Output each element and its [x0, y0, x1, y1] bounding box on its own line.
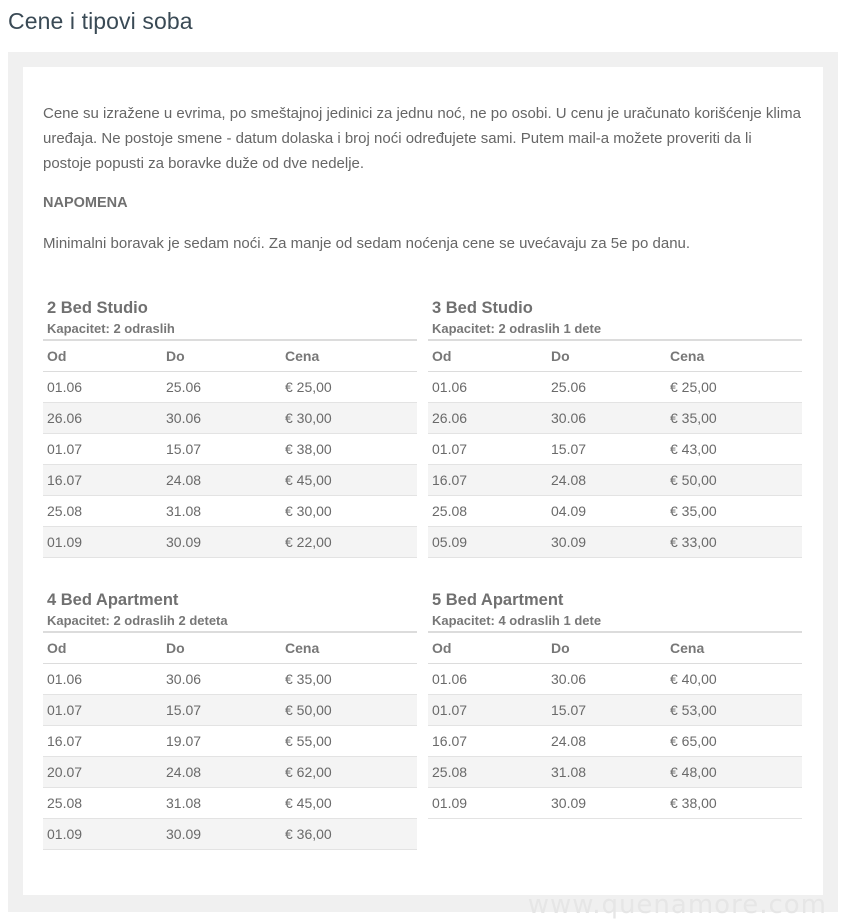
cell-to: 04.09 — [547, 496, 666, 527]
content-card — [23, 67, 823, 895]
price-table — [43, 631, 417, 850]
cell-from: 16.07 — [428, 465, 547, 496]
column-header-price: Cena — [281, 632, 417, 664]
cell-price: € 35,00 — [281, 664, 417, 695]
room-capacity: Kapacitet: 2 odraslih — [47, 321, 175, 336]
room-3-bed-studio — [428, 299, 802, 558]
column-header-from: Od — [43, 632, 162, 664]
cell-from: 26.06 — [43, 403, 162, 434]
room-name: 4 Bed Apartment — [47, 591, 179, 609]
table-row — [43, 403, 417, 434]
cell-price: € 50,00 — [666, 465, 802, 496]
table-row — [428, 695, 802, 726]
column-header-from: Od — [428, 632, 547, 664]
room-capacity: Kapacitet: 2 odraslih 2 deteta — [47, 613, 228, 628]
table-row — [428, 465, 802, 496]
column-header-from: Od — [428, 340, 547, 372]
table-row — [428, 372, 802, 403]
cell-price: € 33,00 — [666, 527, 802, 558]
room-4-bed-apartment — [43, 591, 417, 850]
table-row — [428, 757, 802, 788]
table-row — [43, 695, 417, 726]
cell-to: 31.08 — [162, 496, 281, 527]
table-row — [43, 757, 417, 788]
cell-to: 19.07 — [162, 726, 281, 757]
column-header-to: Do — [547, 632, 666, 664]
cell-price: € 50,00 — [281, 695, 417, 726]
table-header-row — [428, 340, 802, 372]
cell-to: 30.09 — [162, 819, 281, 850]
column-header-from: Od — [43, 340, 162, 372]
table-row — [428, 496, 802, 527]
cell-to: 30.06 — [547, 403, 666, 434]
cell-from: 16.07 — [43, 465, 162, 496]
cell-to: 31.08 — [162, 788, 281, 819]
cell-from: 16.07 — [428, 726, 547, 757]
cell-to: 30.09 — [162, 527, 281, 558]
cell-to: 15.07 — [547, 434, 666, 465]
cell-from: 25.08 — [43, 496, 162, 527]
room-name: 2 Bed Studio — [47, 299, 148, 317]
table-row — [43, 372, 417, 403]
note-heading: NAPOMENA — [43, 195, 128, 211]
cell-price: € 35,00 — [666, 403, 802, 434]
cell-from: 01.09 — [43, 819, 162, 850]
cell-from: 01.07 — [428, 695, 547, 726]
cell-price: € 25,00 — [281, 372, 417, 403]
table-row — [43, 788, 417, 819]
column-header-price: Cena — [281, 340, 417, 372]
cell-to: 24.08 — [547, 465, 666, 496]
cell-price: € 35,00 — [666, 496, 802, 527]
table-row — [43, 726, 417, 757]
table-header-row — [43, 632, 417, 664]
cell-from: 01.06 — [43, 664, 162, 695]
cell-from: 01.06 — [428, 664, 547, 695]
room-2-bed-studio — [43, 299, 417, 558]
watermark-text: www.quenamore.com — [527, 890, 827, 920]
cell-price: € 62,00 — [281, 757, 417, 788]
cell-price: € 38,00 — [281, 434, 417, 465]
table-row — [428, 664, 802, 695]
cell-from: 05.09 — [428, 527, 547, 558]
table-row — [428, 726, 802, 757]
table-row — [43, 819, 417, 850]
cell-from: 25.08 — [428, 757, 547, 788]
cell-price: € 30,00 — [281, 403, 417, 434]
cell-price: € 55,00 — [281, 726, 417, 757]
cell-to: 24.08 — [547, 726, 666, 757]
cell-from: 20.07 — [43, 757, 162, 788]
cell-price: € 45,00 — [281, 465, 417, 496]
table-row — [43, 527, 417, 558]
cell-price: € 38,00 — [666, 788, 802, 819]
table-row — [43, 465, 417, 496]
cell-to: 15.07 — [162, 695, 281, 726]
column-header-price: Cena — [666, 632, 802, 664]
cell-from: 25.08 — [428, 496, 547, 527]
cell-to: 15.07 — [547, 695, 666, 726]
table-header-row — [428, 632, 802, 664]
table-row — [43, 434, 417, 465]
room-capacity: Kapacitet: 4 odraslih 1 dete — [432, 613, 602, 628]
cell-from: 01.09 — [43, 527, 162, 558]
price-table — [428, 631, 802, 819]
column-header-to: Do — [162, 632, 281, 664]
cell-from: 01.07 — [43, 434, 162, 465]
cell-from: 26.06 — [428, 403, 547, 434]
intro-paragraph: Cene su izražene u evrima, po smeštajnoj jedinici za jednu noć, ne po osobi. U cenu je uračunato korišćenje klima uređaja. Ne postoje smene - datum dolaska i broj noći određujete sami. Putem mail-a možete proveriti da li postoje popusti za boravke duže od dve nedelje. — [43, 105, 801, 172]
table-row — [43, 664, 417, 695]
cell-to: 25.06 — [162, 372, 281, 403]
cell-from: 01.07 — [43, 695, 162, 726]
cell-price: € 25,00 — [666, 372, 802, 403]
room-name: 3 Bed Studio — [432, 299, 533, 317]
table-row — [428, 403, 802, 434]
cell-price: € 36,00 — [281, 819, 417, 850]
cell-price: € 48,00 — [666, 757, 802, 788]
cell-from: 16.07 — [43, 726, 162, 757]
cell-to: 31.08 — [547, 757, 666, 788]
cell-price: € 65,00 — [666, 726, 802, 757]
room-5-bed-apartment — [428, 591, 802, 819]
cell-price: € 30,00 — [281, 496, 417, 527]
cell-to: 24.08 — [162, 465, 281, 496]
table-row — [428, 527, 802, 558]
content-panel — [8, 52, 838, 912]
cell-to: 25.06 — [547, 372, 666, 403]
cell-from: 01.06 — [43, 372, 162, 403]
column-header-to: Do — [162, 340, 281, 372]
cell-price: € 40,00 — [666, 664, 802, 695]
page-title: Cene i tipovi soba — [8, 8, 193, 34]
cell-to: 30.06 — [162, 403, 281, 434]
table-row — [428, 434, 802, 465]
cell-price: € 43,00 — [666, 434, 802, 465]
cell-to: 24.08 — [162, 757, 281, 788]
cell-to: 30.09 — [547, 527, 666, 558]
cell-price: € 45,00 — [281, 788, 417, 819]
column-header-to: Do — [547, 340, 666, 372]
cell-from: 01.06 — [428, 372, 547, 403]
column-header-price: Cena — [666, 340, 802, 372]
cell-from: 01.07 — [428, 434, 547, 465]
price-table — [428, 339, 802, 558]
cell-to: 30.06 — [162, 664, 281, 695]
room-name: 5 Bed Apartment — [432, 591, 564, 609]
table-header-row — [43, 340, 417, 372]
price-table — [43, 339, 417, 558]
cell-to: 30.09 — [547, 788, 666, 819]
room-capacity: Kapacitet: 2 odraslih 1 dete — [432, 321, 602, 336]
table-row — [43, 496, 417, 527]
cell-price: € 53,00 — [666, 695, 802, 726]
cell-to: 30.06 — [547, 664, 666, 695]
cell-from: 25.08 — [43, 788, 162, 819]
cell-from: 01.09 — [428, 788, 547, 819]
table-row — [428, 788, 802, 819]
note-text: Minimalni boravak je sedam noći. Za manje od sedam noćenja cene se uvećavaju za 5e po danu. — [43, 235, 691, 252]
cell-price: € 22,00 — [281, 527, 417, 558]
cell-to: 15.07 — [162, 434, 281, 465]
